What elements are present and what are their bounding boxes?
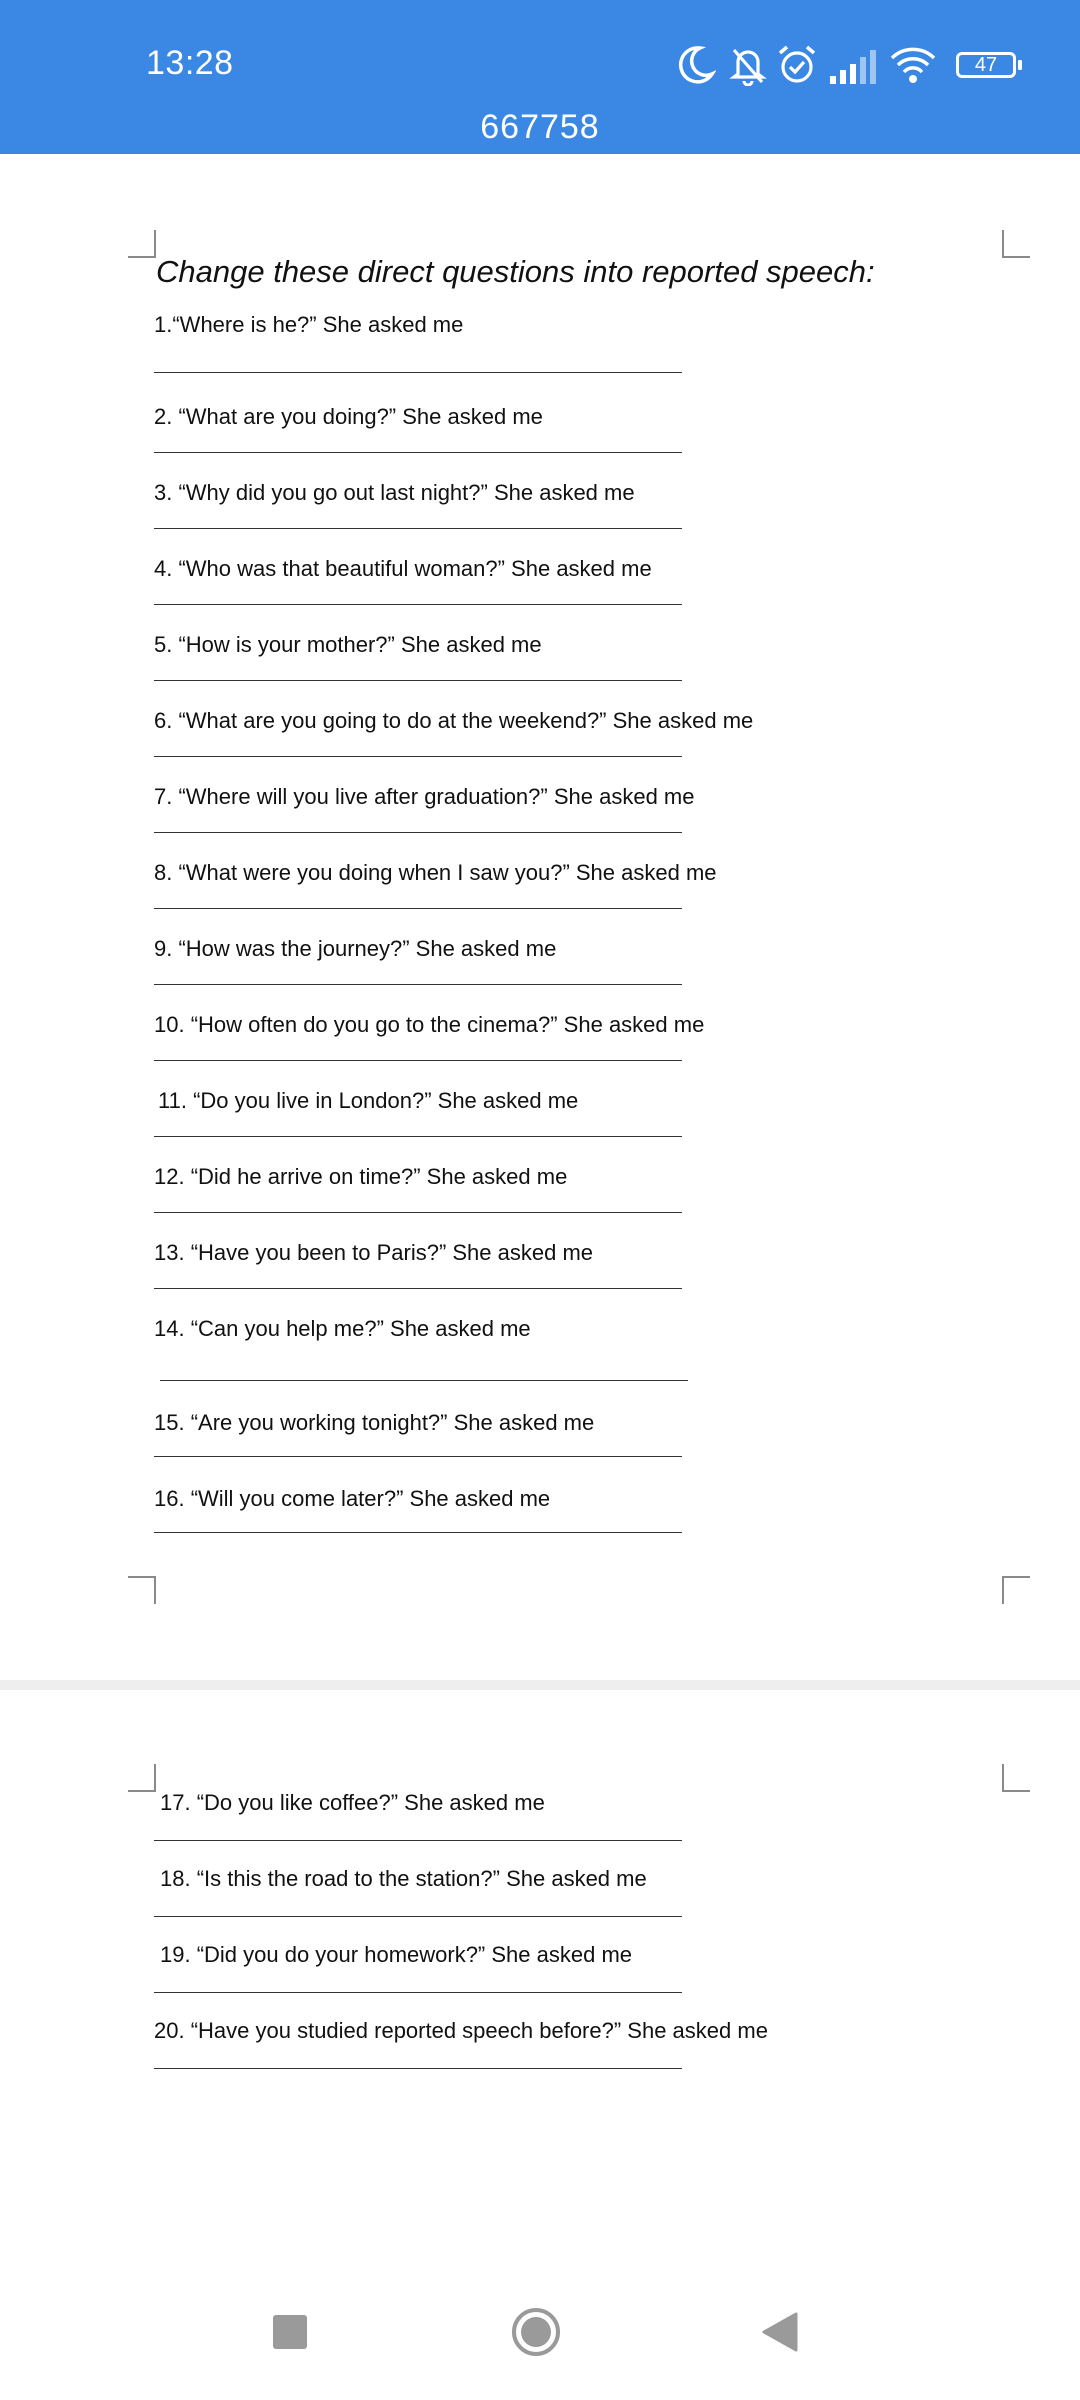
answer-line[interactable] — [154, 1916, 682, 1917]
answer-line[interactable] — [154, 1840, 682, 1841]
question-text: 8. “What were you doing when I saw you?” She asked me — [154, 860, 717, 885]
bell-off-icon — [728, 44, 768, 86]
question-text: 5. “How is your mother?” She asked me — [154, 632, 542, 657]
question-text: 13. “Have you been to Paris?” She asked me — [154, 1240, 594, 1265]
answer-line[interactable] — [154, 372, 682, 373]
question-text: 20. “Have you studied reported speech before?” She asked me — [154, 2018, 768, 2043]
status-time: 13:28 — [146, 44, 234, 82]
question-text: 16. “Will you come later?” She asked me — [154, 1486, 551, 1511]
worksheet-heading: Change these direct questions into reported speech: — [156, 254, 875, 289]
answer-line[interactable] — [154, 832, 682, 833]
answer-line[interactable] — [154, 756, 682, 757]
answer-line[interactable] — [154, 1456, 682, 1457]
answer-line[interactable] — [154, 528, 682, 529]
battery-icon: 47 — [956, 52, 1016, 78]
question-text: 12. “Did he arrive on time?” She asked me — [154, 1164, 568, 1189]
question-text: 2. “What are you doing?” She asked me — [154, 404, 543, 429]
answer-line[interactable] — [154, 1136, 682, 1137]
page-corner-mark — [1002, 230, 1030, 258]
answer-line[interactable] — [154, 680, 682, 681]
answer-line[interactable] — [154, 984, 682, 985]
page-corner-mark — [128, 230, 156, 258]
question-text: 3. “Why did you go out last night?” She asked me — [154, 480, 635, 505]
question-text: 4. “Who was that beautiful woman?” She asked me — [154, 556, 652, 581]
page-corner-mark — [1002, 1764, 1030, 1792]
alarm-icon — [776, 44, 818, 86]
page-corner-mark — [1002, 1576, 1030, 1604]
app-header — [0, 0, 1080, 154]
answer-line[interactable] — [154, 1532, 682, 1533]
back-triangle-icon[interactable] — [760, 2310, 800, 2354]
page-corner-mark — [128, 1576, 156, 1604]
question-text: 10. “How often do you go to the cinema?” She asked me — [154, 1012, 705, 1037]
answer-line[interactable] — [154, 1288, 682, 1289]
page-corner-mark — [128, 1764, 156, 1792]
answer-line[interactable] — [154, 452, 682, 453]
recents-square-icon[interactable] — [270, 2312, 310, 2352]
wifi-icon — [888, 44, 938, 86]
answer-line[interactable] — [154, 1212, 682, 1213]
home-circle-icon[interactable] — [510, 2306, 562, 2358]
question-text: 14. “Can you help me?” She asked me — [154, 1316, 531, 1341]
answer-line[interactable] — [154, 604, 682, 605]
document-page-2[interactable] — [0, 1690, 1080, 2290]
answer-line[interactable] — [154, 1992, 682, 1993]
question-text: 17. “Do you like coffee?” She asked me — [160, 1790, 545, 1815]
question-text: 18. “Is this the road to the station?” She asked me — [160, 1866, 647, 1891]
question-text: 9. “How was the journey?” She asked me — [154, 936, 557, 961]
answer-line[interactable] — [154, 908, 682, 909]
status-icons — [676, 44, 1040, 88]
question-text: 15. “Are you working tonight?” She asked me — [154, 1410, 595, 1435]
document-page-1[interactable] — [0, 154, 1080, 1680]
question-text: 6. “What are you going to do at the weekend?” She asked me — [154, 708, 754, 733]
question-text: 11. “Do you live in London?” She asked me — [158, 1088, 579, 1113]
system-nav-bar — [0, 2290, 1080, 2400]
answer-line[interactable] — [154, 2068, 682, 2069]
document-title: 667758 — [480, 108, 600, 146]
question-text: 1.“Where is he?” She asked me — [154, 312, 464, 337]
signal-icon — [828, 44, 878, 86]
moon-icon — [676, 44, 716, 86]
question-text: 19. “Did you do your homework?” She asked me — [160, 1942, 633, 1967]
answer-line[interactable] — [154, 1060, 682, 1061]
battery-nub — [1018, 60, 1022, 70]
answer-line[interactable] — [160, 1380, 688, 1381]
page-separator — [0, 1680, 1080, 1690]
question-text: 7. “Where will you live after graduation?” She asked me — [154, 784, 695, 809]
